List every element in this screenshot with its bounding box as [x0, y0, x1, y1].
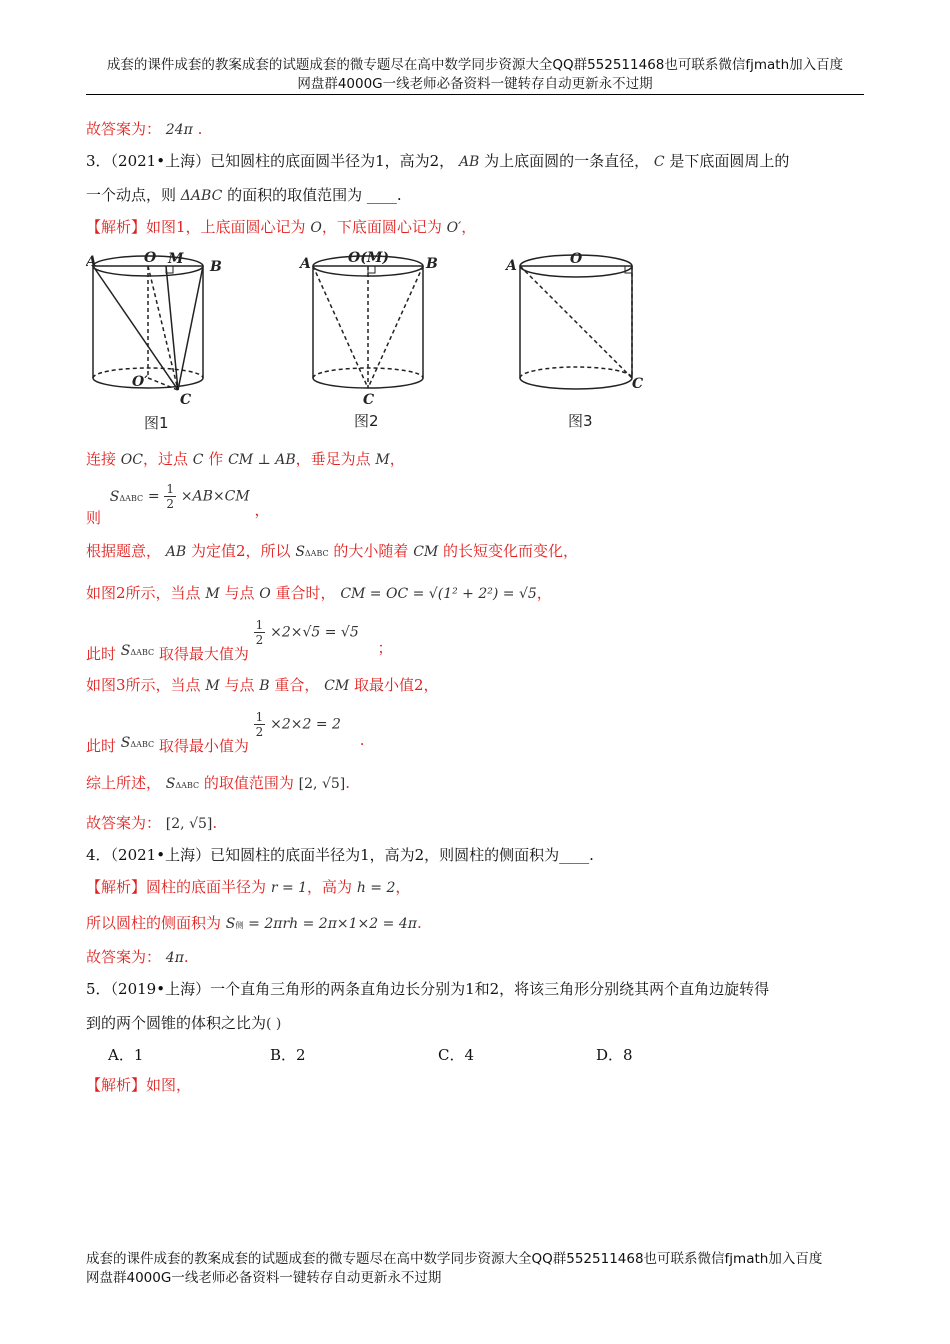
- math-o: O: [259, 586, 271, 602]
- sol-text: 作: [208, 450, 224, 468]
- sol-text: ，过点: [143, 450, 189, 468]
- punct: .: [345, 774, 351, 792]
- figure-1: [93, 256, 203, 390]
- answer-paren: ( ): [266, 1016, 282, 1032]
- math-expr: ×2×2 = 2: [270, 716, 341, 733]
- punct: .: [197, 120, 203, 138]
- header-line-1: 成套的课件成套的教案成套的试题成套的微专题尽在高中数学同步资源大全QQ群552511468也可联系微信fjmath加入百度: [106, 57, 844, 73]
- label-om: O(M): [348, 250, 389, 266]
- q5-text: 到的两个圆锥的体积之比为: [86, 1014, 267, 1032]
- sol-text: 则: [86, 508, 102, 527]
- math-s: S: [295, 544, 305, 560]
- figure-2: [313, 256, 423, 388]
- sol-text: 所以圆柱的侧面积为: [86, 914, 222, 932]
- option-d[interactable]: D．8: [596, 1046, 633, 1064]
- label-m: M: [168, 251, 184, 267]
- sol-connect-line: [86, 448, 405, 469]
- frac-den: 2: [255, 633, 264, 647]
- cylinder-figures: [86, 244, 666, 440]
- q4-solution-line-1: [86, 876, 410, 897]
- sol-text: 的大小随着: [333, 542, 409, 560]
- q3-stem-line-1: [86, 150, 789, 171]
- math-s: S: [120, 642, 131, 659]
- sol-text: 根据题意，: [86, 542, 162, 560]
- math-perp: CM ⊥ AB: [228, 452, 296, 468]
- math-m: M: [205, 586, 220, 602]
- sol-area-line: [86, 482, 270, 527]
- footer-line-2: 网盘群4000G一线老师必备资料一键转存自动更新永不过期: [86, 1270, 442, 1286]
- math-m: M: [375, 452, 390, 468]
- math-s: S: [225, 916, 236, 932]
- frac-num: 1: [255, 710, 264, 724]
- math-m: M: [205, 678, 220, 694]
- sol-text: 此时: [86, 736, 117, 755]
- q3-stem-line-2: [86, 184, 402, 205]
- q3-text: 的面积的取值范围为 ____.: [227, 186, 402, 204]
- punct: ，: [254, 500, 270, 519]
- frac-num: 1: [255, 618, 264, 632]
- q4-solution-line-2: [86, 912, 422, 933]
- sol-fig2-line: [86, 582, 552, 603]
- math-oc: OC: [120, 452, 143, 468]
- math-sub: 侧: [235, 921, 244, 930]
- math-range: [2, √5]: [298, 776, 346, 792]
- fraction-half: [164, 482, 176, 511]
- answer-value: 24π: [165, 122, 193, 138]
- punct: .: [416, 914, 422, 932]
- label-b: B: [426, 256, 438, 272]
- math-sub: ΔABC: [130, 647, 155, 657]
- sol-text: 取得最大值为: [158, 644, 249, 663]
- label-a: A: [300, 256, 311, 272]
- math-expr: ×2×√5 = √5: [270, 624, 359, 641]
- math-cm: CM: [324, 678, 350, 694]
- math-expr: = 2πrh = 2π×1×2 = 4π: [248, 916, 417, 932]
- sol-summary-line: [86, 772, 350, 793]
- sol-text: 与点: [224, 584, 255, 602]
- q3-solution-line-1: [86, 216, 476, 237]
- q3-number: 3．（2021•上海）已知圆柱的底面圆半径为1，高为2，: [86, 152, 455, 170]
- solution-tag: 【解析】: [86, 878, 147, 896]
- sol-text: 如图3所示，当点: [86, 676, 201, 694]
- frac-num: 1: [166, 482, 175, 496]
- sol-text: 此时: [86, 644, 117, 663]
- frac-den: 2: [255, 725, 264, 739]
- header-rule: [86, 94, 864, 95]
- page-footer: [86, 1250, 886, 1288]
- q5-stem-line-2: [86, 1012, 281, 1033]
- label-o: O: [570, 251, 583, 267]
- q5-solution-line: [86, 1074, 191, 1095]
- math-ab: AB: [458, 154, 480, 170]
- prev-answer-line: [86, 118, 202, 139]
- option-a[interactable]: A．1: [108, 1046, 144, 1064]
- cylinder-figures-svg: [86, 244, 666, 440]
- math-b: B: [259, 678, 270, 694]
- punct: .: [359, 730, 365, 749]
- sol-text: 综上所述，: [86, 774, 162, 792]
- option-c[interactable]: C．4: [438, 1046, 475, 1064]
- label-a: A: [86, 254, 97, 270]
- figure-captions: [144, 412, 593, 432]
- math-expr: ×AB×CM: [180, 488, 250, 505]
- label-o-prime: O′: [132, 374, 148, 390]
- sol-text: 的长短变化而变化，: [443, 542, 579, 560]
- sol-text: 的取值范围为: [203, 774, 294, 792]
- math-ab: AB: [165, 544, 187, 560]
- sol-text: 圆柱的底面半径为: [146, 878, 267, 896]
- caption-1: 图1: [144, 414, 169, 432]
- math-sub: ΔABC: [304, 549, 329, 558]
- math-triangle: ΔABC: [180, 188, 223, 204]
- fraction-half: [254, 618, 266, 647]
- sol-text: 如图2所示，当点: [86, 584, 201, 602]
- math-s: S: [120, 734, 131, 751]
- q4-stem: 4．（2021•上海）已知圆柱的底面半径为1，高为2，则圆柱的侧面积为____.: [86, 846, 594, 864]
- q3-text: 一个动点，则: [86, 186, 177, 204]
- sol-text: 重合时，: [275, 584, 336, 602]
- math-s: S: [165, 776, 176, 792]
- answer-label: 故答案为：: [86, 948, 162, 966]
- sol-text: 连接: [86, 450, 117, 468]
- label-c: C: [180, 392, 192, 408]
- punct: ，: [461, 218, 477, 236]
- sol-text: 与点: [224, 676, 255, 694]
- math-c: C: [192, 452, 204, 468]
- math-sub: ΔABC: [175, 781, 200, 790]
- answer-value: 4π: [165, 950, 184, 966]
- q5-stem-line-1: 5．（2019•上海）一个直角三角形的两条直角边长分别为1和2，将该三角形分别绕其两个直角边旋转得: [86, 980, 770, 998]
- footer-line-1: 成套的课件成套的教案成套的试题成套的微专题尽在高中数学同步资源大全QQ群552511468也可联系微信fjmath加入百度: [86, 1251, 823, 1267]
- answer-label: 故答案为：: [86, 814, 162, 832]
- math-r: r = 1: [270, 880, 308, 896]
- q3-text: 为上底面圆的一条直径，: [484, 152, 650, 170]
- caption-3: 图3: [568, 412, 593, 430]
- page-header: [80, 56, 870, 94]
- header-line-2: 网盘群4000G一线老师必备资料一键转存自动更新永不过期: [297, 76, 653, 92]
- punct: ，: [536, 584, 552, 602]
- math-expr: CM = OC = √(1² + 2²) = √5: [340, 586, 537, 602]
- math-s: S: [109, 488, 120, 505]
- punct: ，: [395, 878, 411, 896]
- solution-tag: 【解析】: [86, 218, 147, 236]
- math-sub: ΔABC: [119, 493, 144, 503]
- label-a: A: [506, 258, 517, 274]
- label-b: B: [210, 259, 222, 275]
- punct: .: [183, 948, 189, 966]
- fraction-half: [254, 710, 266, 739]
- sol-min-line: [86, 710, 365, 755]
- sol-text: 取最小值2，: [353, 676, 439, 694]
- label-c: C: [632, 376, 644, 392]
- math-cm: CM: [413, 544, 439, 560]
- label-o: O: [144, 250, 157, 266]
- sol-text: ，下底面圆心记为: [321, 218, 442, 236]
- answer-value: [2, √5]: [165, 816, 213, 832]
- math-o-prime: O′: [446, 220, 462, 236]
- math-o: O: [310, 220, 322, 236]
- sol-max-line: [86, 618, 393, 663]
- punct: ；: [377, 638, 393, 657]
- q4-answer-line: [86, 946, 189, 967]
- punct: ，: [389, 450, 405, 468]
- answer-label: 故答案为：: [86, 120, 162, 138]
- sol-meaning-line: [86, 540, 578, 561]
- math-sub: ΔABC: [130, 739, 155, 749]
- sol-text: ，垂足为点: [295, 450, 371, 468]
- sol-text: 为定值2，所以: [190, 542, 291, 560]
- solution-tag: 【解析】: [86, 1076, 147, 1094]
- sol-text: ，高为: [307, 878, 353, 896]
- punct: .: [212, 814, 218, 832]
- q3-answer-line: [86, 812, 217, 833]
- figure-3: [520, 255, 632, 389]
- sol-text: 如图，: [146, 1076, 192, 1094]
- caption-2: 图2: [354, 412, 379, 430]
- math-c: C: [653, 154, 665, 170]
- math-eq: =: [147, 488, 160, 505]
- sol-fig3-line: [86, 674, 439, 695]
- label-c: C: [363, 392, 375, 408]
- sol-text: 如图1，上底面圆心记为: [146, 218, 306, 236]
- math-h: h = 2: [356, 880, 396, 896]
- frac-den: 2: [166, 497, 175, 511]
- option-b[interactable]: B．2: [270, 1046, 306, 1064]
- sol-text: 取得最小值为: [158, 736, 249, 755]
- q3-text: 是下底面圆周上的: [669, 152, 790, 170]
- sol-text: 重合，: [274, 676, 320, 694]
